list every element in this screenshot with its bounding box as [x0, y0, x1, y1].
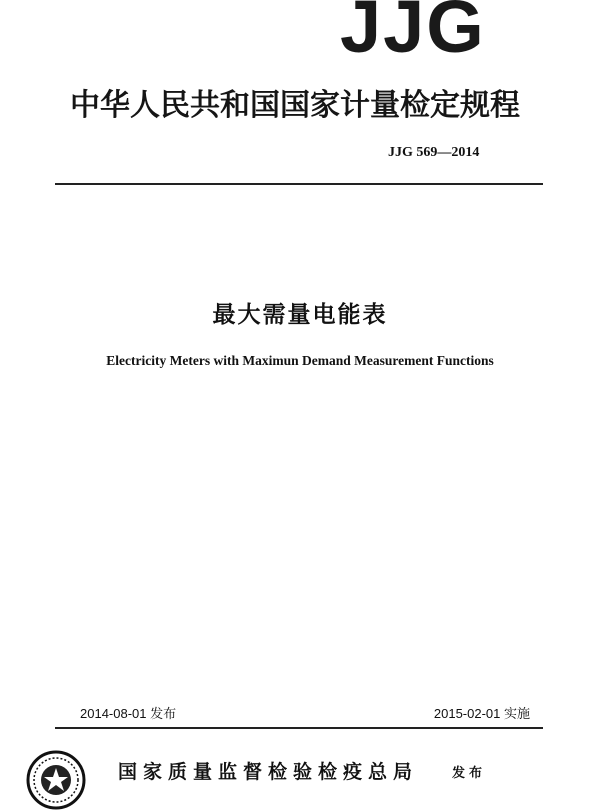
issue-date: 2014-08-01 发布: [80, 706, 177, 721]
implementation-date: 2015-02-01 实施: [433, 706, 530, 721]
document-title-en: Electricity Meters with Maximun Demand Measurement Functions: [106, 353, 494, 368]
publisher-suffix: 发布: [452, 766, 487, 781]
bottom-divider: [55, 727, 543, 729]
logo-text: JJG: [340, 0, 486, 56]
document-code: JJG 569—2014: [388, 145, 480, 160]
series-title: 中华人民共和国国家计量检定规程: [70, 88, 520, 123]
publisher-name: 国家质量监督检验检疫总局: [118, 761, 419, 783]
document-title-cn: 最大需量电能表: [212, 302, 388, 328]
top-divider: [55, 183, 543, 185]
jjg-logo: [336, 0, 516, 56]
emblem-icon: [26, 750, 86, 810]
